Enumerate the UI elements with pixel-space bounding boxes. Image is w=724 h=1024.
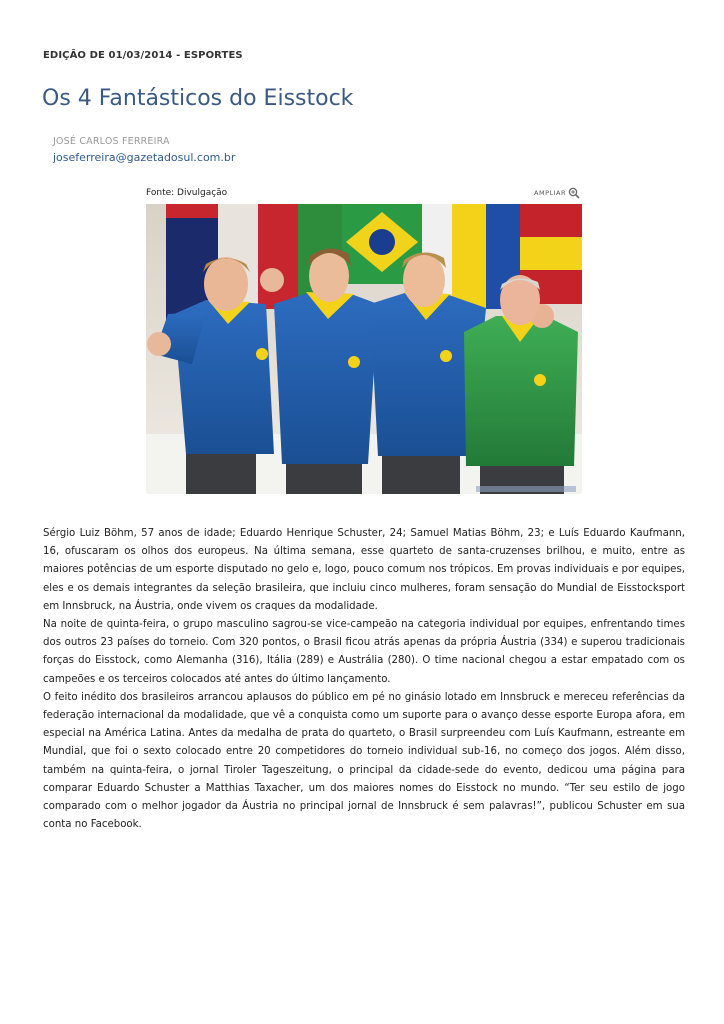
article-body — [43, 525, 685, 834]
article-paragraph: Na noite de quinta-feira, o grupo masculino sagrou-se vice-campeão na categoria individual por equipes, enfrentando times dos outros 23 países do torneio. Com 320 pontos, o Brasil ficou atrás apenas da própria Áustria (334) e superou tradicionais forças do Eisstock, como Alemanha (316), Itália (289) e Austrália (280). O time nacional chegou a estar empatado com os campeões e os terceiros colocados até antes do último lançamento. — [43, 619, 685, 685]
edition-line: EDIÇÃO DE 01/03/2014 - ESPORTES — [43, 50, 243, 61]
photo-source-caption: Fonte: Divulgação — [146, 188, 228, 198]
author-email-link[interactable]: joseferreira@gazetadosul.com.br — [53, 151, 236, 164]
article-paragraph: O feito inédito dos brasileiros arrancou aplausos do público em pé no ginásio lotado em Innsbruck e mereceu referências da federação internacional da modalidade, que vê a conquista como um suporte para o avanço desse esporte Europa afora, em especial na América Latina. Antes da medalha de prata do quarteto, o Brasil surpreendeu com Luís Kaufmann, estreante em Mundial, que foi o sexto colocado entre 20 competidores do torneio individual sub-16, no começo dos jogos. Além disso, também na quinta-feira, o jornal Tiroler Tageszeitung, o principal da cidade-sede do evento, dedicou uma página para comparar Eduardo Schuster a Matthias Taxacher, um dos maiores nomes do Eisstock no mundo. “Ter seu estilo de jogo comparado com o melhor jogador da Áustria no principal jornal de Innsbruck é sem palavras!”, publicou Schuster em sua conta no Facebook. — [43, 691, 685, 831]
photo-figure — [146, 186, 582, 494]
magnifier-plus-icon — [568, 187, 580, 199]
team-photo — [146, 204, 582, 494]
article-title: Os 4 Fantásticos do Eisstock — [42, 86, 354, 111]
zoom-button[interactable] — [534, 187, 580, 199]
article-paragraph: Sérgio Luiz Böhm, 57 anos de idade; Eduardo Henrique Schuster, 24; Samuel Matias Böhm, 23; e Luís Eduardo Kaufmann, 16, ofuscaram os olhos dos europeus. Na última semana, esse quarteto de santa-cruzenses brilhou, e muito, entre as maiores potências de um esporte disputado no gelo e, logo, pouco comum nos trópicos. Em provas individuais e por equipes, eles e os demais integrantes da seleção brasileira, que incluiu cinco mulheres, foram sensação do Mundial de Eisstocksport em Innsbruck, na Áustria, onde vivem os craques da modalidade. — [43, 528, 685, 612]
author-name: JOSÉ CARLOS FERREIRA — [53, 136, 170, 147]
zoom-label: AMPLIAR — [534, 189, 566, 197]
